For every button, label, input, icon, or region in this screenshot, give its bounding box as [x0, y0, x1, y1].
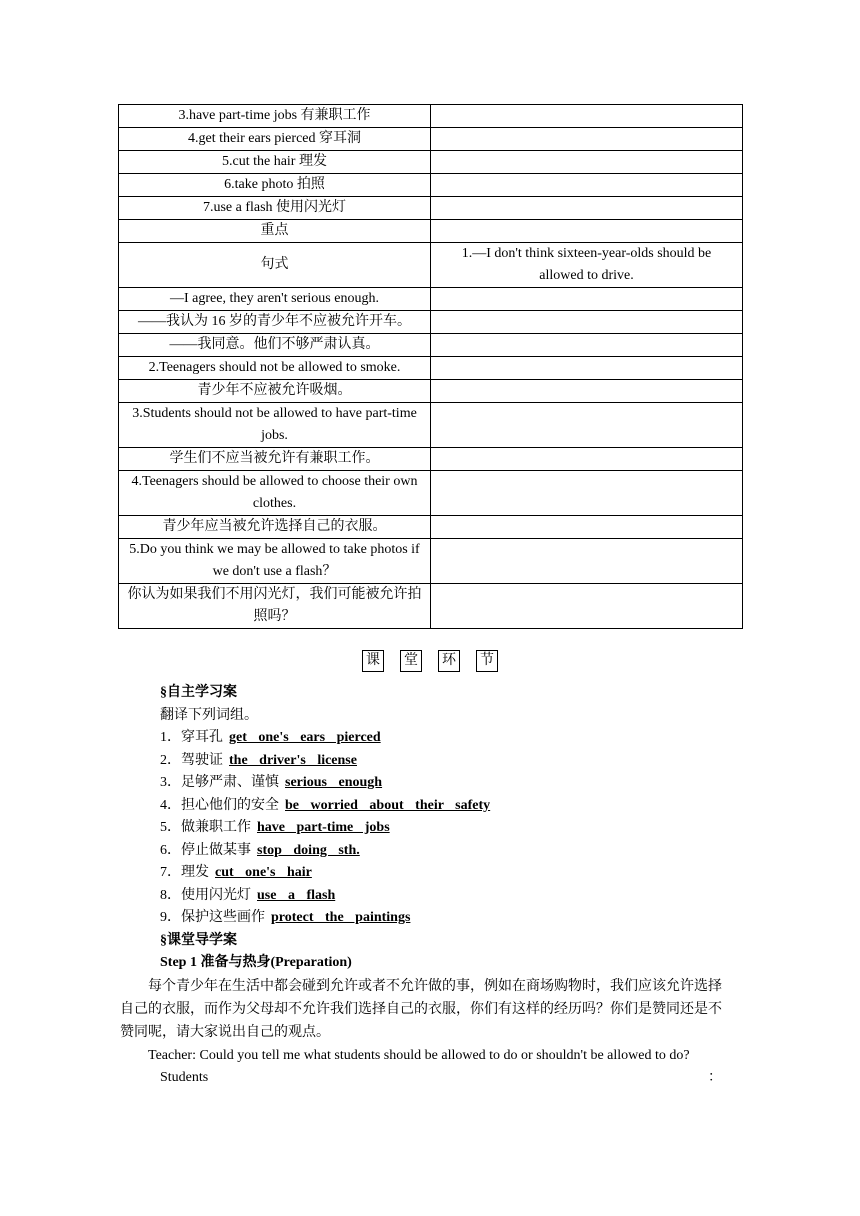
table-row — [119, 197, 743, 220]
translation-answer: be worried about their safety — [285, 797, 491, 813]
table-cell-right — [431, 539, 743, 584]
table-cell-right — [431, 403, 743, 448]
table-cell-right — [431, 288, 743, 311]
translation-answer: cut one's hair — [215, 865, 312, 880]
translation-item — [160, 817, 735, 840]
table-cell-right — [431, 174, 743, 197]
table-cell-left: 6.take photo 拍照 — [119, 174, 431, 197]
table-row — [119, 243, 743, 288]
table-row — [119, 539, 743, 584]
table-cell-left: 句式 — [119, 243, 431, 288]
lesson-body — [120, 682, 735, 1089]
section-title-char: 堂 — [400, 650, 422, 672]
teacher-question: Teacher: Could you tell me what students should be allowed to do or shouldn't be allowed to do? — [148, 1047, 690, 1063]
table-row — [119, 357, 743, 380]
table-row — [119, 448, 743, 471]
table-cell-right: 1.—I don't think sixteen-year-olds should be allowed to drive. — [431, 243, 743, 288]
translation-item — [160, 907, 735, 930]
section-title-char: 环 — [438, 650, 460, 672]
table-row — [119, 380, 743, 403]
table-cell-right — [431, 128, 743, 151]
table-cell-right — [431, 197, 743, 220]
table-row — [119, 105, 743, 128]
students-line — [160, 1067, 722, 1090]
translation-item — [160, 772, 735, 795]
translation-item — [160, 885, 735, 908]
table-cell-right — [431, 471, 743, 516]
students-label: Students — [160, 1069, 209, 1085]
translation-prompt: 8．使用闪光灯 — [160, 887, 251, 903]
table-cell-right — [431, 448, 743, 471]
translation-item — [160, 862, 735, 885]
table-row — [119, 128, 743, 151]
table-row — [119, 471, 743, 516]
students-colon: ： — [708, 1069, 722, 1085]
guide-heading: §课堂导学案 — [160, 932, 237, 948]
step1-paragraph: 每个青少年在生活中都会碰到允许或者不允许做的事，例如在商场购物时，我们应该允许选择自己的衣服，而作为父母却不允许我们选择自己的衣服，你们有这样的经历吗？你们是赞同还是不赞同呢，请大家说出自己的观点。 — [120, 978, 722, 1040]
table-cell-left: 4.get their ears pierced 穿耳洞 — [119, 128, 431, 151]
table-cell-left: ——我认为 16 岁的青少年不应被允许开车。 — [119, 311, 431, 334]
translation-answer: have part-time jobs — [257, 820, 390, 835]
table-row — [119, 516, 743, 539]
translation-prompt: 9．保护这些画作 — [160, 910, 265, 925]
table-cell-right — [431, 105, 743, 128]
table-cell-right — [431, 151, 743, 174]
table-cell-right — [431, 380, 743, 403]
translation-item — [160, 750, 735, 773]
table-cell-left: 5.cut the hair 理发 — [119, 151, 431, 174]
translation-answer: stop doing sth. — [257, 842, 360, 858]
table-cell-left: 青少年应当被允许选择自己的衣服。 — [119, 516, 431, 539]
table-cell-left: 7.use a flash 使用闪光灯 — [119, 197, 431, 220]
translation-answer: get one's ears pierced — [229, 730, 381, 745]
table-cell-left: 重点 — [119, 220, 431, 243]
step1-title: Step 1 准备与热身(Preparation) — [160, 955, 352, 970]
table-cell-left: 你认为如果我们不用闪光灯，我们可能被允许拍照吗？ — [119, 584, 431, 629]
table-cell-right — [431, 220, 743, 243]
translation-prompt: 5．做兼职工作 — [160, 820, 251, 835]
table-cell-right — [431, 357, 743, 380]
vocabulary-table — [118, 104, 743, 629]
translation-item — [160, 840, 735, 863]
table-row — [119, 151, 743, 174]
table-cell-right — [431, 334, 743, 357]
table-cell-left: 学生们不应当被允许有兼职工作。 — [119, 448, 431, 471]
table-row — [119, 220, 743, 243]
table-cell-left: 5.Do you think we may be allowed to take photos if we don't use a flash？ — [119, 539, 431, 584]
translation-answer: protect the paintings — [271, 910, 411, 925]
translation-answer: use a flash — [257, 887, 336, 903]
table-cell-left: ——我同意。他们不够严肃认真。 — [119, 334, 431, 357]
translation-prompt: 4．担心他们的安全 — [160, 797, 279, 813]
translation-prompt: 2．驾驶证 — [160, 752, 223, 768]
table-cell-left: 青少年不应被允许吸烟。 — [119, 380, 431, 403]
translation-item — [160, 795, 735, 818]
translation-item — [160, 727, 735, 750]
translation-prompt: 3．足够严肃、谨慎 — [160, 775, 279, 790]
table-row — [119, 174, 743, 197]
self-study-heading: §自主学习案 — [160, 685, 237, 700]
table-cell-left: 4.Teenagers should be allowed to choose their own clothes. — [119, 471, 431, 516]
section-title-char: 课 — [362, 650, 384, 672]
table-cell-left: —I agree, they aren't serious enough. — [119, 288, 431, 311]
translation-answer: serious enough — [285, 775, 383, 790]
table-row — [119, 311, 743, 334]
table-row — [119, 334, 743, 357]
table-row — [119, 584, 743, 629]
table-cell-left: 3.have part-time jobs 有兼职工作 — [119, 105, 431, 128]
section-title-char: 节 — [476, 650, 498, 672]
table-cell-right — [431, 584, 743, 629]
table-row — [119, 403, 743, 448]
section-title — [0, 650, 860, 672]
translation-prompt: 1．穿耳孔 — [160, 730, 223, 745]
table-cell-left: 2.Teenagers should not be allowed to smoke. — [119, 357, 431, 380]
self-study-instruction: 翻译下列词组。 — [160, 707, 258, 723]
translation-answer: the driver's license — [229, 752, 357, 768]
translation-prompt: 6．停止做某事 — [160, 842, 251, 858]
table-cell-left: 3.Students should not be allowed to have part-time jobs. — [119, 403, 431, 448]
table-cell-right — [431, 516, 743, 539]
table-row — [119, 288, 743, 311]
table-cell-right — [431, 311, 743, 334]
translation-prompt: 7．理发 — [160, 865, 209, 880]
